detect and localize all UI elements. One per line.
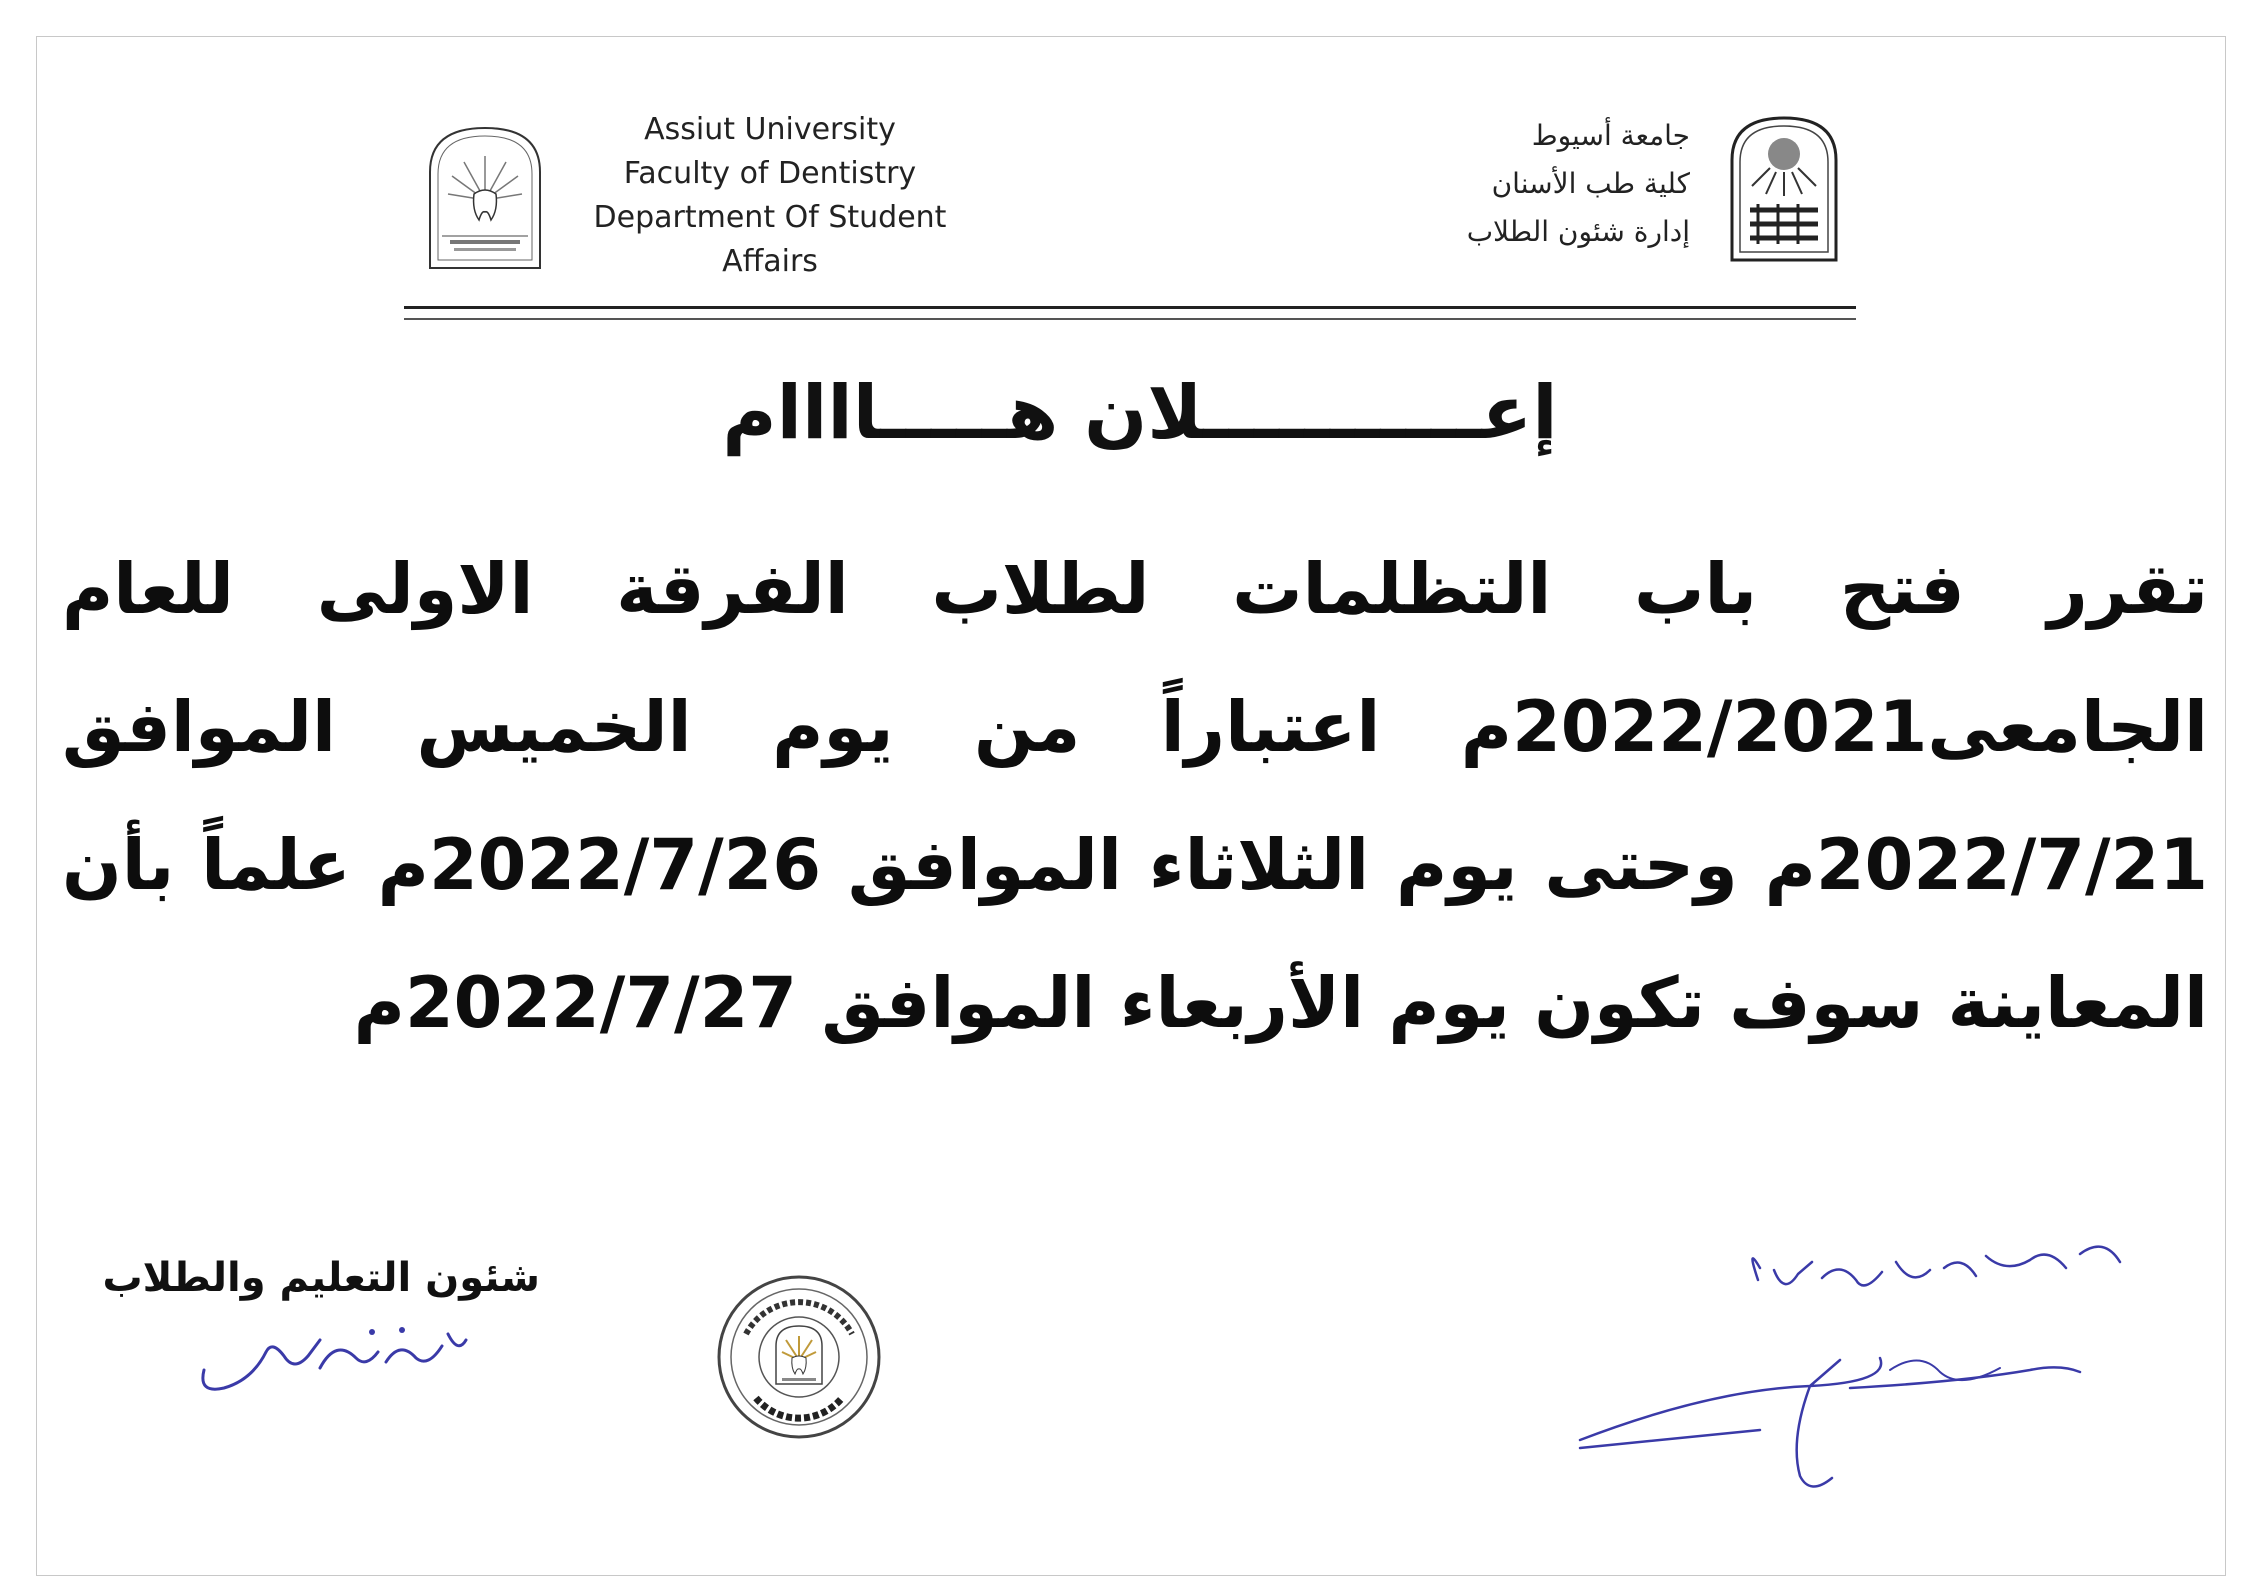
student-affairs-signatory: شئون التعليم والطلاب <box>102 1255 540 1301</box>
announcement-body <box>62 520 2208 1072</box>
department-name-en: Department Of Student <box>593 200 947 235</box>
header-rule-thin <box>404 318 1856 320</box>
university-name-en: Assiut University <box>644 112 896 147</box>
announcement-title: إعـــــــــــلان هـــــاااام <box>722 370 1558 456</box>
arabic-header <box>1380 112 1690 256</box>
university-name-ar: جامعة أسيوط <box>1531 119 1690 152</box>
official-seal <box>716 1274 882 1440</box>
left-signature <box>196 1310 476 1400</box>
header-rule-thick <box>404 306 1856 309</box>
assiut-university-logo <box>1728 114 1840 264</box>
announcement-text: تقرر فتح باب التظلمات لطلاب الفرقة الاولى للعام الجامعى2022/2021م اعتباراً من يوم الخميس الموافق 2022/7/21م وحتى يوم الثلاثاء الموافق 2022/7/26م علماً بأن المعاينة سوف تكون يوم الأربعاء الموافق 2022/7/27م <box>62 548 2208 1044</box>
english-header <box>560 108 980 284</box>
faculty-of-dentistry-logo <box>424 122 546 272</box>
department-name-ar: إدارة شئون الطلاب <box>1466 215 1690 248</box>
department-name-en-cont: Affairs <box>722 244 818 279</box>
faculty-name-ar: كلية طب الأسنان <box>1491 167 1690 200</box>
faculty-name-en: Faculty of Dentistry <box>623 156 917 191</box>
right-signature <box>1560 1240 2160 1500</box>
